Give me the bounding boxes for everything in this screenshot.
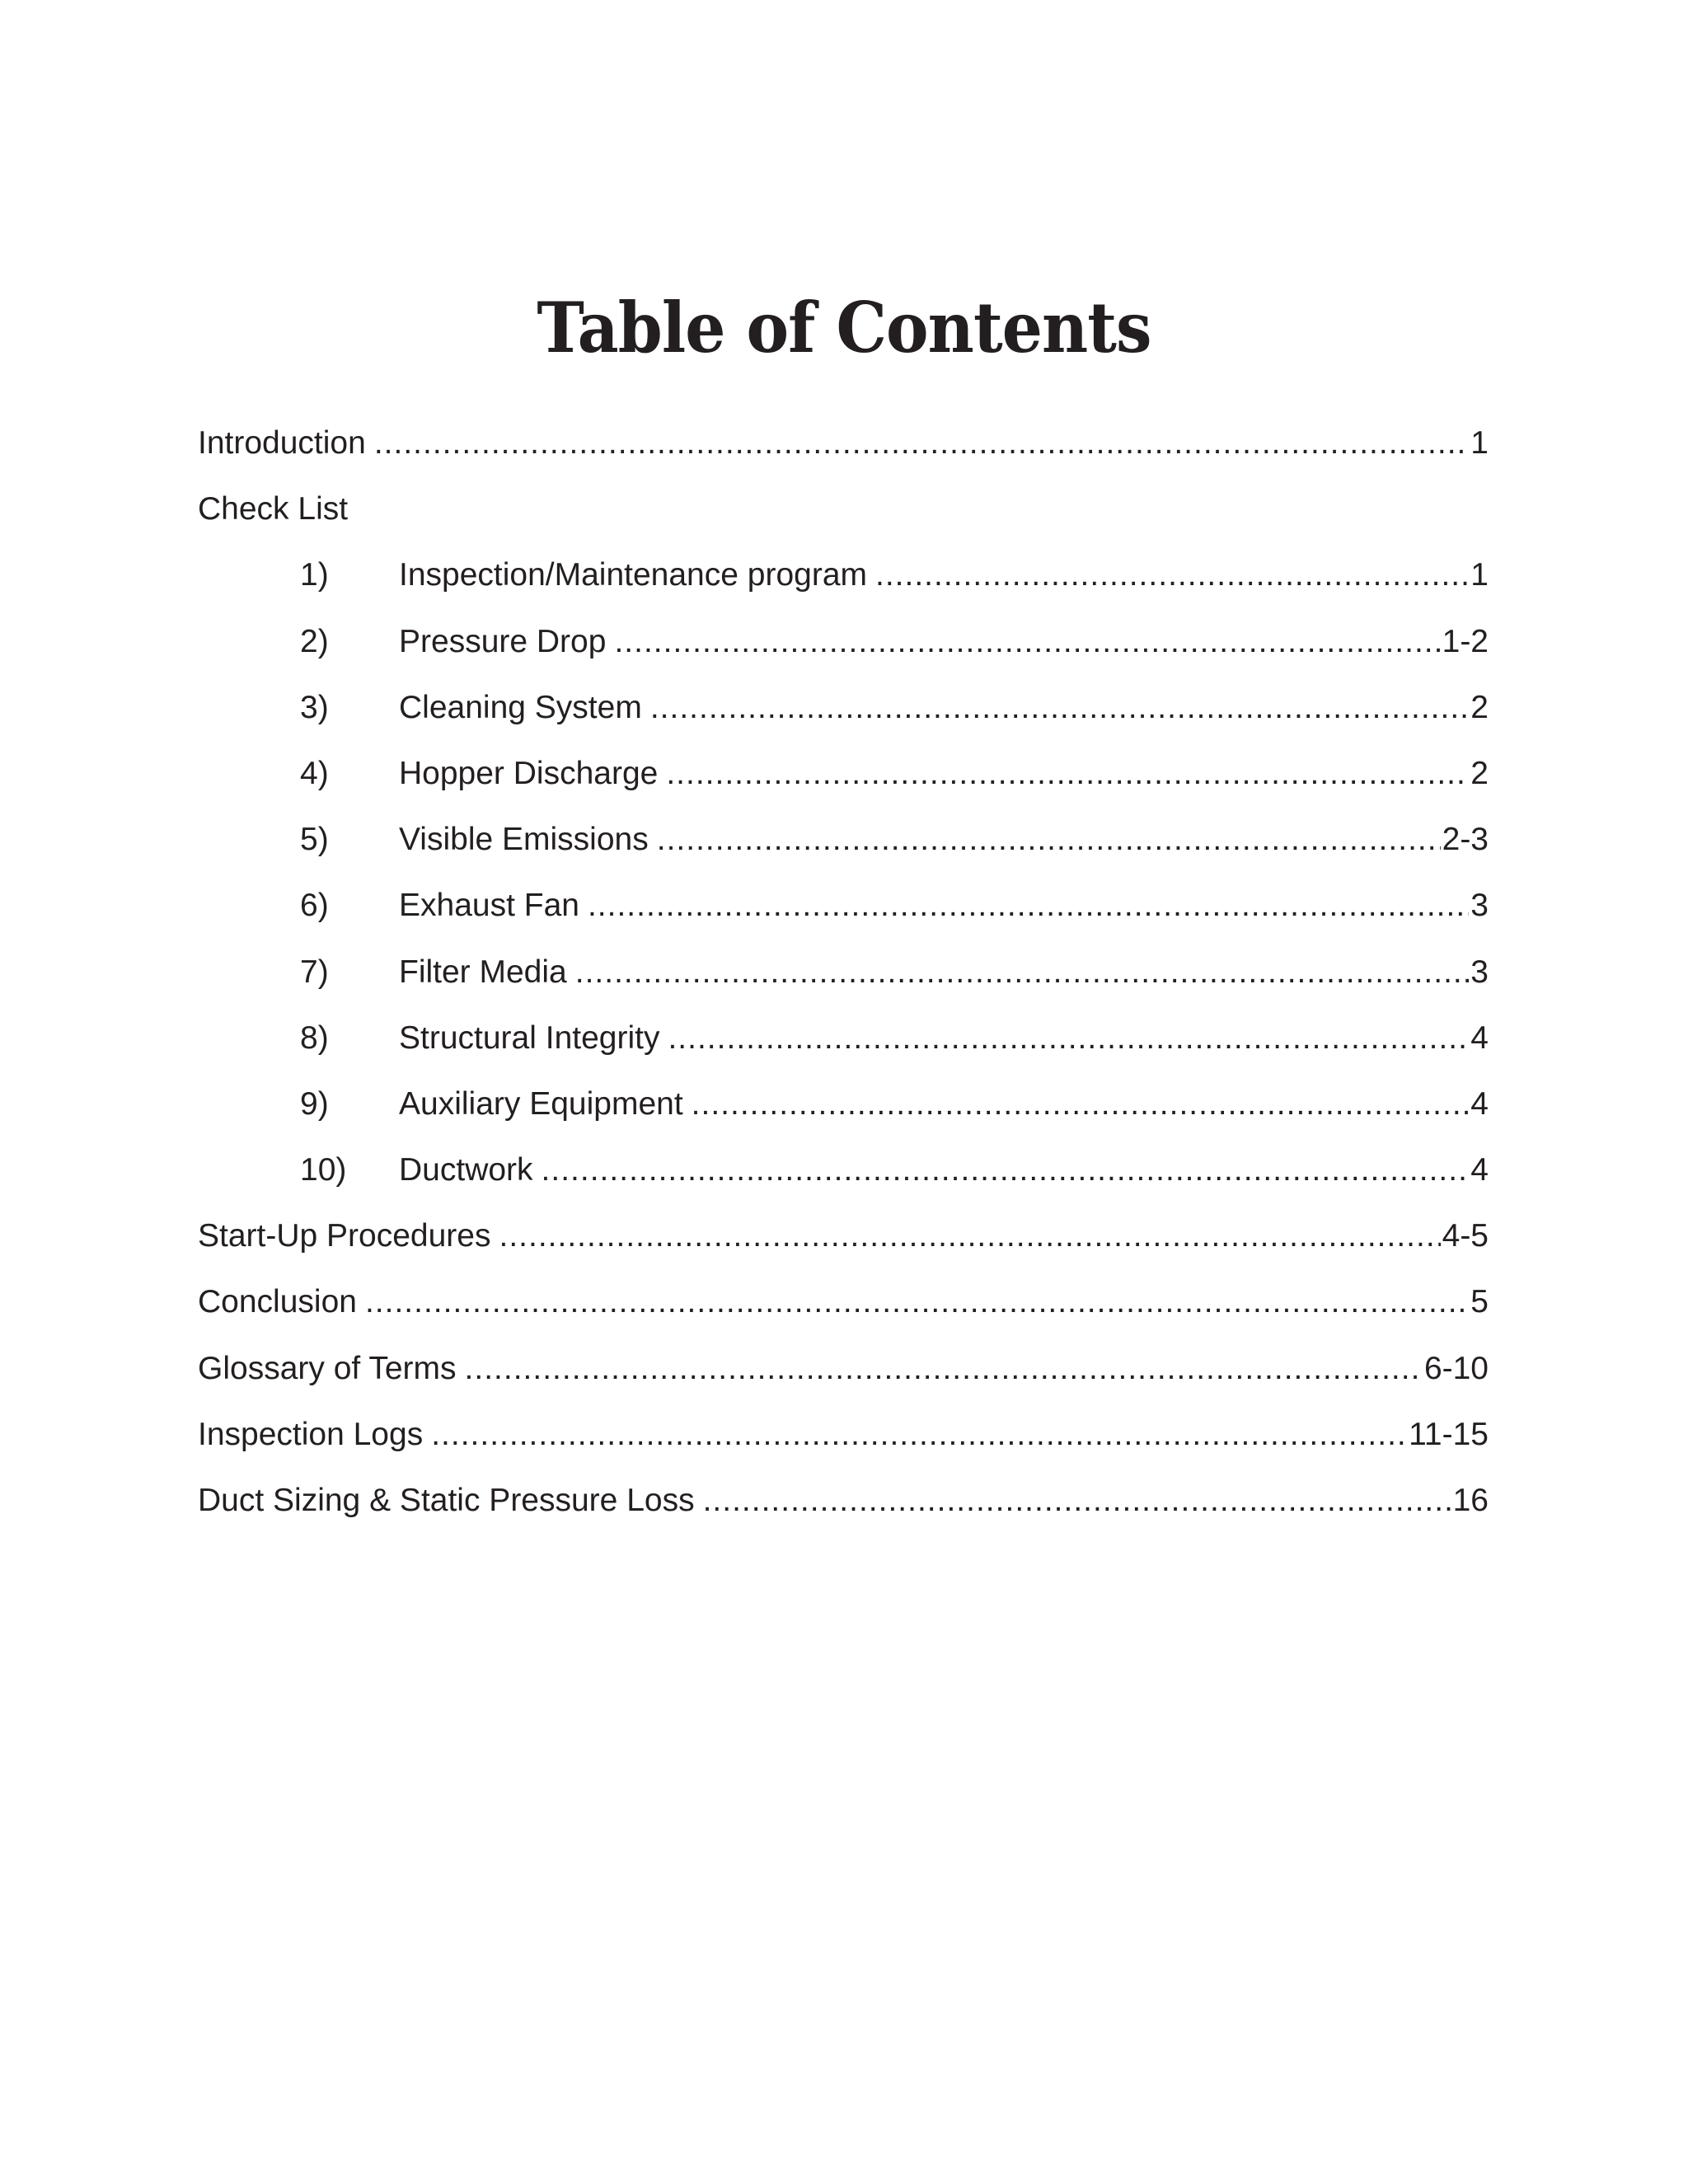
toc-entry-checklist-8[interactable]	[198, 1014, 1489, 1080]
dot-leader	[875, 551, 1469, 600]
toc-entry-start-up-procedures[interactable]	[198, 1212, 1489, 1277]
toc-page-number: 4	[1470, 1085, 1489, 1122]
toc-entry-label: Glossary of Terms	[198, 1350, 457, 1386]
toc-entry-checklist-9[interactable]	[198, 1080, 1489, 1146]
toc-item-number: 5)	[300, 822, 329, 858]
toc-entry-checklist-4[interactable]	[198, 749, 1489, 815]
dot-leader	[575, 948, 1470, 997]
toc-entry-label: Ductwork	[399, 1152, 533, 1188]
toc-page-number: 2-3	[1442, 822, 1489, 858]
toc-page-number: 1	[1470, 425, 1489, 461]
toc-item-number: 4)	[300, 755, 329, 791]
toc-entry-checklist-7[interactable]	[198, 948, 1489, 1014]
dot-leader	[650, 683, 1469, 733]
toc-item-number: 9)	[300, 1085, 329, 1122]
toc-entry-label: Structural Integrity	[399, 1019, 660, 1056]
toc-page-number: 3	[1470, 954, 1489, 990]
toc-item-number: 2)	[300, 623, 329, 659]
toc-page-number: 4-5	[1442, 1218, 1489, 1254]
toc-entry-checklist-6[interactable]	[198, 881, 1489, 947]
toc-entry-checklist-3[interactable]	[198, 683, 1489, 749]
toc-entry-label: Hopper Discharge	[399, 755, 659, 791]
toc-entry-label: Cleaning System	[399, 689, 642, 725]
toc-entry-label: Check List	[198, 491, 349, 527]
toc-item-number: 10)	[300, 1152, 347, 1188]
toc-entry-glossary-of-terms[interactable]	[198, 1344, 1489, 1410]
toc-item-number: 1)	[300, 557, 329, 593]
toc-entry-inspection-logs[interactable]	[198, 1410, 1489, 1476]
toc-entry-label: Auxiliary Equipment	[399, 1085, 683, 1122]
toc-entry-label: Introduction	[198, 425, 366, 461]
dot-leader	[703, 1476, 1451, 1526]
toc-page-number: 4	[1470, 1019, 1489, 1056]
toc-entry-label: Pressure Drop	[399, 623, 607, 659]
dot-leader	[465, 1344, 1423, 1394]
toc-entry-duct-sizing[interactable]	[198, 1476, 1489, 1542]
toc-entry-label: Conclusion	[198, 1284, 357, 1320]
dot-leader	[431, 1410, 1407, 1460]
toc-entry-label: Inspection Logs	[198, 1416, 424, 1452]
toc-entry-introduction[interactable]	[198, 419, 1489, 485]
dot-leader	[499, 1212, 1440, 1261]
toc-entry-label: Exhaust Fan	[399, 888, 579, 924]
toc-entry-label: Visible Emissions	[399, 822, 649, 858]
toc-entry-checklist-5[interactable]	[198, 815, 1489, 881]
toc-entry-checklist-10[interactable]	[198, 1146, 1489, 1212]
dot-leader	[657, 815, 1441, 865]
page-title: Table of Contents	[537, 287, 1151, 368]
toc-item-number: 3)	[300, 689, 329, 725]
dot-leader	[614, 617, 1440, 667]
dot-leader	[666, 749, 1469, 799]
table-of-contents	[198, 419, 1489, 1542]
toc-page-number: 5	[1470, 1284, 1489, 1320]
toc-page-number: 1-2	[1442, 623, 1489, 659]
toc-entry-checklist-2[interactable]	[198, 617, 1489, 683]
toc-item-number: 7)	[300, 954, 329, 990]
toc-item-number: 8)	[300, 1019, 329, 1056]
dot-leader	[365, 1277, 1469, 1327]
dot-leader	[588, 881, 1469, 930]
dot-leader	[374, 419, 1469, 468]
toc-entry-label: Start-Up Procedures	[198, 1218, 491, 1254]
toc-page-number: 2	[1470, 689, 1489, 725]
toc-entry-label: Inspection/Maintenance program	[399, 557, 867, 593]
toc-page-number: 3	[1470, 888, 1489, 924]
toc-entry-label: Filter Media	[399, 954, 567, 990]
toc-entry-conclusion[interactable]	[198, 1277, 1489, 1343]
toc-page-number: 11-15	[1409, 1416, 1489, 1452]
toc-page-number: 1	[1470, 557, 1489, 593]
toc-entry-check-list	[198, 485, 1489, 551]
toc-entry-label: Duct Sizing & Static Pressure Loss	[198, 1483, 695, 1518]
toc-entry-checklist-1[interactable]	[198, 551, 1489, 616]
dot-leader	[692, 1080, 1470, 1129]
toc-page-number: 4	[1470, 1152, 1489, 1188]
dot-leader	[542, 1146, 1470, 1195]
toc-page-number: 2	[1470, 755, 1489, 791]
toc-item-number: 6)	[300, 888, 329, 924]
toc-page-number: 6-10	[1423, 1350, 1489, 1386]
dot-leader	[668, 1014, 1469, 1063]
toc-page-number: 16	[1452, 1483, 1489, 1518]
